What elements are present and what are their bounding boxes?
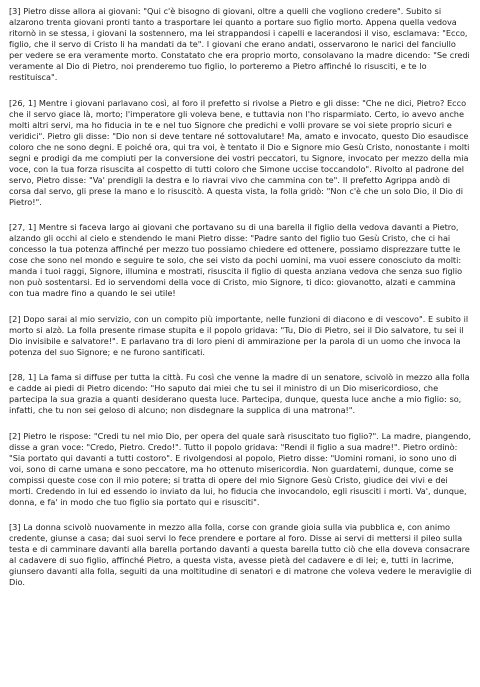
paragraph-28-2: [2] Pietro le rispose: "Credi tu nel mio Dio, per opera del quale sarà risuscitato tuo figlio?". La madre, piangendo, disse a gran voce: "Credo, Pietro. Credo!". Tutto il popolo gridava: "Rendi il figlio a sua madre!". Pietro ordinò: "Sia portato qui davanti a tutti costoro". E rivolgendosi al popolo, Pietro disse: "Uomini romani, io sono uno di voi, sono di carne umana e sono peccatore, ma ho ottenuto misericordia. Non guardatemi, dunque, come se compissi queste cose con il mio potere; si tratta di opere del mio Signore Gesù Cristo, giudice dei vivi e dei morti. Credendo in lui ed essendo io inviato da lui, ho fiducia che invocandolo, egli risusciti i morti. Va', dunque, donna, e fa' in modo che tuo figlio sia portato qui e risusciti". [9,430,471,507]
paragraph-26-1: [26, 1] Mentre i giovani parlavano così, al foro il prefetto si rivolse a Pietro e gli disse: "Che ne dici, Pietro? Ecco che il servo giace là, morto; l'imperatore gli voleva bene, e tuttavia non l'ho risparmiato. Certo, io avevo anche molti altri servi, ma ho fiducia in te e nel tuo Signore che predichi e volli provare se voi siete proprio sicuri e veridici". Pietro gli disse: "Dio non si deve tentare né sottovalutare! Ma, amato e invocato, questo Dio esaudisce coloro che ne sono degni. E poiché ora, qui tra voi, è tentato il Dio e Signore mio Gesù Cristo, nonostante i molti segni e prodigi da me compiuti per la conversione dei vostri peccatori, tu Signore, invocato per mezzo della mia voce, con la tua forza risuscita al cospetto di tutti coloro che Simone uccise toccandolo". Rivolto al padrone del servo, Pietro disse: "Va' prendigli la destra e lo riavrai vivo che cammina con te". Il prefetto Agrippa andò di corsa dal servo, gli prese la mano e lo risuscitò. A questa vista, la folla gridò: "Non c'è che un solo Dio, il Dio di Pietro!". [9,97,470,207]
paragraph-27-2: [2] Dopo sarai al mio servizio, con un compito più importante, nelle funzioni di diacono e di vescovo". E subito il morto si alzò. La folla presente rimase stupita e il popolo gridava: "Tu, Dio di Pietro, sei il Dio salvatore, tu sei il Dio invisibile e salvatore!". E parlavano tra di loro pieni di ammirazione per la parola di un uomo che invoca la potenza del suo Signore; e ne furono santificati. [9,313,469,357]
paragraph-27-1: [27, 1] Mentre si faceva largo ai giovani che portavano su di una barella il figlio della vedova davanti a Pietro, alzando gli occhi al cielo e stendendo le mani Pietro disse: "Padre santo del figlio tuo Gesù Cristo, che ci hai concesso la tua potenza affinché per mezzo tuo possiamo chiedere ed ottenere, possiamo disprezzare tutte le cose che sono nel mondo e seguire te solo, che sei visto da pochi uomini, ma vuoi essere conosciuto da molti: manda i tuoi raggi, Signore, illumina e mostrati, risuscita il figlio di questa anziana vedova che senza suo figlio non può sostentarsi. Ed io servendomi della voce di Cristo, mio Signore, ti dico: giovanotto, alzati e cammina con tua madre fino a quando le sei utile! [9,222,463,298]
paragraph-28-1: [28, 1] La fama si diffuse per tutta la città. Fu così che venne la madre di un senatore, scivolò in mezzo alla folla e cadde ai piedi di Pietro dicendo: "Ho saputo dai miei che tu sei il ministro di un Dio misericordioso, che partecipa la sua grazia a quanti desiderano questa luce. Partecipa, dunque, questa luce anche a mio figlio: so, infatti, che tu non sei geloso di alcuno; non disdegnare la supplica di una matrona!". [9,372,470,415]
paragraph-28-3: [3] La donna scivolò nuovamente in mezzo alla folla, corse con grande gioia sulla via pubblica e, con animo credente, giunse a casa; dai suoi servi lo fece prendere e portare al foro. Disse ai servi di mettersi il pileo sulla testa e di camminare davanti alla barella portando davanti a questa barella tutto ciò che ella doveva consacrare al cadavere di suo figlio, affinché Pietro, a questa vista, avesse pietà del cadavere e di lei; e, tutti in lacrime, giunsero davanti alla folla, seguiti da una moltitudine di senatori e di matrone che voleva vedere le meraviglie di Dio. [9,522,472,587]
paragraph-3: [3] Pietro disse allora ai giovani: "Qui c'è bisogno di giovani, oltre a quelli che vogliono credere". Subito si alzarono trenta giovani pronti tanto a trasportare lei quanto a portare suo figlio morto. Appena quella vedova ritornò in se stessa, i giovani la sostennero, ma lei strappandosi i capelli e lacerandosi il viso, esclamava: "Ecco, figlio, che il servo di Cristo li ha mandati da te". I giovani che erano andati, osservarono le narici del fanciullo per vedere se era veramente morto. Constatato che era proprio morto, consolavano la madre dicendo: "Se credi veramente al Dio di Pietro, noi prenderemo tuo figlio, lo porteremo a Pietro affinché lo risusciti, e te lo restituisca". [9,6,470,82]
